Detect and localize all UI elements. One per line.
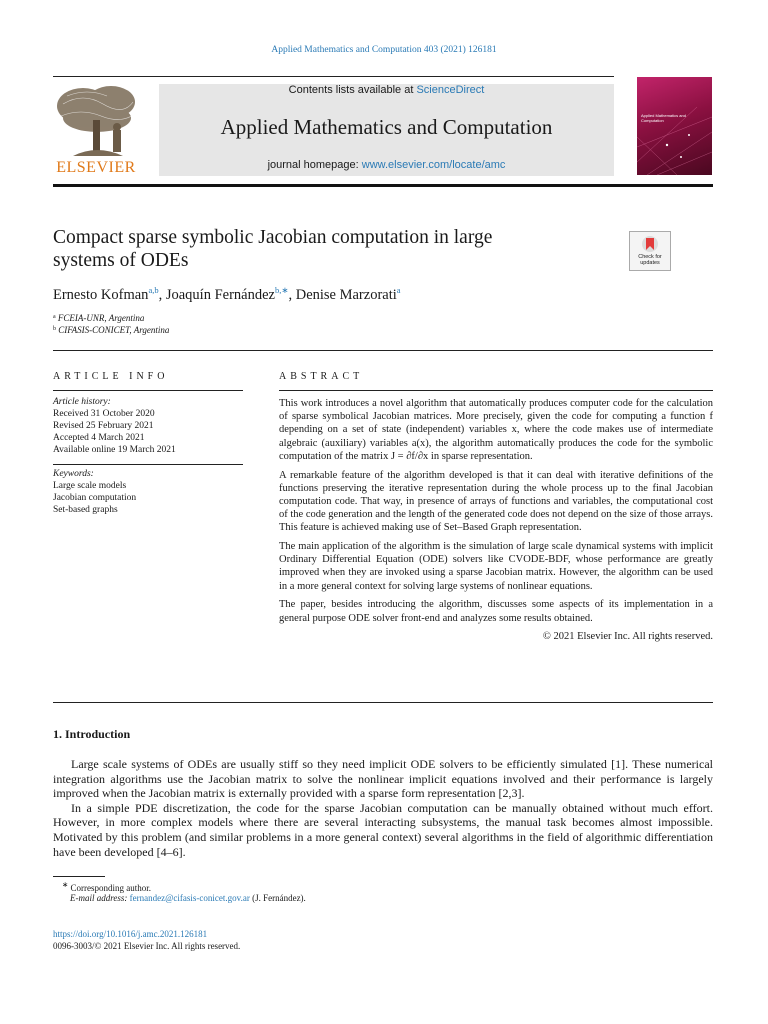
abstract-copyright: © 2021 Elsevier Inc. All rights reserved. [542,631,713,643]
section-rule [53,350,713,351]
keywords-block [53,468,243,516]
journal-citation[interactable]: Applied Mathematics and Computation 403 (2021) 126181 [271,45,497,55]
history-item: Revised 25 February 2021 [53,421,154,431]
homepage-link[interactable]: www.elsevier.com/locate/amc [361,159,506,171]
article-info-rule [53,390,243,391]
article-title-line: Compact sparse symbolic Jacobian computation in large [53,227,493,248]
sciencedirect-link[interactable]: ScienceDirect [416,84,485,96]
email-link[interactable]: fernandez@cifasis-conicet.gov.ar [129,893,250,903]
doi-link[interactable]: https://doi.org/10.1016/j.amc.2021.126181 [53,929,208,939]
footnote-text: Corresponding author. [70,883,152,893]
author-affiliation-mark[interactable]: b,∗ [274,285,289,295]
bookmark-icon [641,235,659,253]
footnote-corresponding [62,880,151,893]
introduction-body [53,757,713,859]
article-info-heading: ARTICLE INFO [53,371,169,382]
check-for-updates-badge[interactable] [629,231,671,271]
keyword-item: Large scale models [53,481,127,491]
email-owner: (J. Fernández). [252,893,306,903]
affiliation-mark: a [53,314,56,320]
affiliation-text: FCEIA-UNR, Argentina [57,313,145,323]
history-item: Received 31 October 2020 [53,409,155,419]
abstract-body [279,397,713,649]
section-rule [53,702,713,703]
cover-pattern-icon [637,77,712,175]
header-thick-rule [53,184,713,187]
history-item: Available online 19 March 2021 [53,445,176,455]
email-label: E-mail address: [70,893,128,903]
journal-title: Applied Mathematics and Computation [220,115,553,139]
article-title [53,226,613,272]
homepage-prefix: journal homepage: [267,159,362,171]
footnote-mark: ∗ [62,880,69,889]
footnote-rule [53,876,105,877]
abstract-paragraph: The main application of the algorithm is the simulation of large scale dynamical systems with implicit Ordinary Differential Equation (ODE) solvers like CVODE-BDF, whose performance are greatly improved when they are invoked using a sparse Jacobian matrix. However, the algorithm can be used in a more general context for solving large systems of nonlinear equations. [279,541,713,592]
author-affiliation-mark[interactable]: a [396,285,401,295]
abstract-paragraph: The paper, besides introducing the algorithm, discusses some aspects of its implementation in a general purpose ODE solver front-end and analyzes some results obtained. [279,599,713,624]
affiliation [53,313,144,323]
keywords-label: Keywords: [53,469,94,479]
abstract-paragraph: A remarkable feature of the algorithm developed is that it can deal with iterative definitions of the functions preserving the iterative representation during the whole process up to the final Jacobian computation code. That way, in presence of arrays of functions and variables, the computational cost of the code generation and the length of the generated code does not depend on the size of those arrays. This feature is achieved making use of Set–Based Graph representation. [279,469,713,534]
author-affiliation-mark[interactable]: a,b [148,285,159,295]
author-separator: , [158,287,166,303]
affiliation-text: CIFASIS-CONICET, Argentina [58,325,170,335]
history-item: Accepted 4 March 2021 [53,433,145,443]
affiliation-mark: b [53,326,56,332]
badge-line: Check for [638,254,662,260]
abstract-heading: ABSTRACT [279,371,364,382]
footnote-email [70,893,306,903]
journal-cover-image[interactable] [637,77,712,175]
abstract-rule [279,390,713,391]
author-name: Denise Marzorati [295,287,397,303]
history-label: Article history: [53,397,111,407]
keyword-item: Set-based graphs [53,505,118,515]
header-top-rule [53,76,614,77]
section-heading-introduction: 1. Introduction [53,727,131,741]
keywords-rule [53,464,243,465]
badge-line: updates [640,260,660,266]
abstract-paragraph: This work introduces a novel algorithm that automatically produces computer code for the calculation of sparse symbolical Jacobian matrices. More precisely, given the code for computing a function f depending on a set of state (independent) variables x, where the code makes use of intermediate algebraic (auxiliary) variables a(x), the algorithm automatically produces the code for the symbolic computation of the matrix J = ∂f/∂x in sparse representation. [279,398,713,462]
cover-title: Applied Mathematics and Computation [641,113,686,123]
contents-prefix: Contents lists available at [288,84,417,96]
keyword-item: Jacobian computation [53,493,137,503]
issn-copyright: 0096-3003/© 2021 Elsevier Inc. All rights reserved. [53,941,241,951]
body-paragraph: In a simple PDE discretization, the code for the sparse Jacobian computation can be manually obtained without much effort. However, in more complex models where there are several interacting subsystems, the manual task becomes almost impossible. Motivated by this problem (and similar problems in a more general context) several algorithms in the field of algorithmic differentiation have been developed [4–6]. [53,800,713,859]
article-title-line: systems of ODEs [53,250,189,271]
homepage-line [159,159,614,171]
author-separator: , [288,287,296,303]
affiliation [53,325,169,335]
elsevier-wordmark: ELSEVIER [56,159,136,176]
article-history [53,396,243,456]
body-paragraph: Large scale systems of ODEs are usually stiff so they need implicit ODE solvers to be efficiently simulated [1]. These numerical integration algorithms use the Jacobian matrix to solve the nonlinear implicit equations involved and their performance is largely improved when the Jacobian matrix is externally provided with a sparse form representation [2,3]. [53,757,713,801]
author-name: Ernesto Kofman [53,287,149,303]
badge-text [630,254,670,266]
author-list [53,285,401,304]
contents-line [159,84,614,96]
author-name: Joaquín Fernández [165,287,275,303]
